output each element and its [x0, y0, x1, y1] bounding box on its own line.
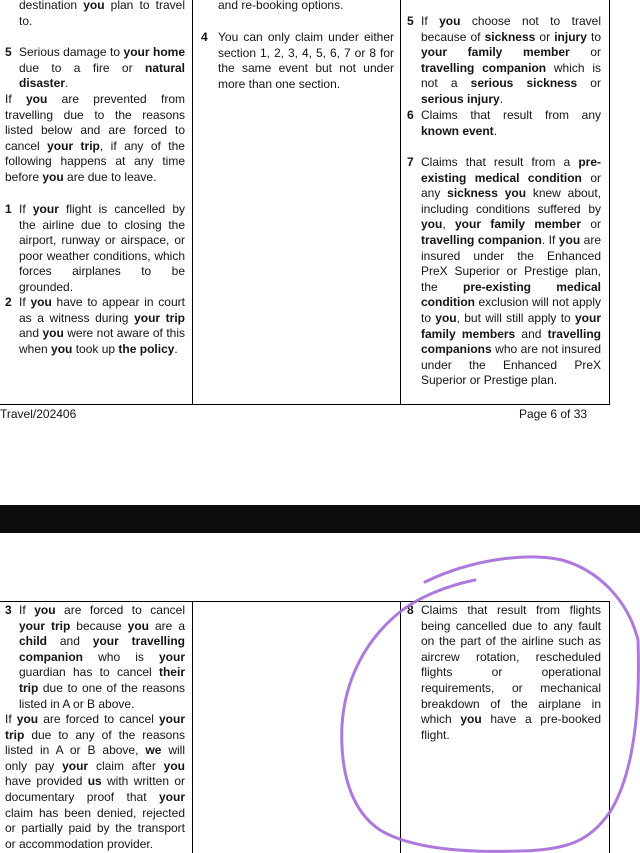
col1-intro-paragraph: If you are prevented from travelling due to the reasons listed below and are forced to cancel your trip, if any of the following happens at any time before you are due to leave. [5, 92, 185, 184]
item-number: 5 [407, 14, 414, 28]
column-divider [192, 0, 193, 405]
column-divider [400, 0, 401, 405]
footer-page-number: Page 6 of 33 [519, 407, 588, 421]
footer-doc-code: Travel/202406 [0, 407, 77, 421]
item-number: 4 [201, 30, 208, 44]
item-number: 5 [5, 45, 12, 59]
item-number: 3 [5, 603, 12, 617]
col3-item-8: Claims that result from flights being cancelled due to any fault on the part of the airline such as aircrew rotation, rescheduled flights or operational requirements, or mechanical breakdown of the airplane in which you have a pre-booked flight. [421, 603, 602, 742]
col1-proof-paragraph: If you are forced to cancel your trip due to any of the reasons listed in A or B above, we will only pay your claim after you have provided us with written or documentary proof that your claim has been denied, rejected or partially paid by the transport or accommodation provider. [5, 712, 186, 851]
col3-item-6: Claims that result from any known event. [421, 108, 601, 138]
item-number: 7 [407, 155, 414, 169]
item-number: 2 [5, 295, 12, 309]
col2-item-4: You can only claim under either section 1, 2, 3, 4, 5, 6, 7 or 8 for the same event but not under more than one section. [218, 30, 394, 91]
table-right-border [609, 0, 610, 405]
page-separator-bar [0, 505, 640, 533]
col3-item-7: Claims that result from a pre-existing medical condition or any sickness you knew about, including conditions suffered by you, your family member or travelling companion. If you are insured under the Enhanced PreX Superior or Prestige plan, the pre-existing medical condition exclusion will not apply to you, but will still apply to your family members and travelling companions who are not insured under the Enhanced PreX Superior or Prestige plan. [421, 155, 602, 388]
col1-top-fragment: destination you plan to travel to. [19, 0, 185, 28]
table-bottom-rule [0, 404, 610, 405]
col1-item-5: Serious damage to your home due to a fire or natural disaster. [19, 45, 186, 91]
column-divider [192, 601, 193, 853]
col1-item-1: If your flight is cancelled by the airline due to closing the airport, runway or airspace, or poor weather conditions, which forces airplanes to be grounded. [19, 202, 185, 294]
item-number: 6 [407, 108, 414, 122]
col1-item-2: If you have to appear in court as a witness during your trip and you were not aware of this when you took up the policy. [19, 295, 185, 356]
col3-item-5: If you choose not to travel because of sickness or injury to your family member or travelling companion which is not a serious sickness or serious injury. [421, 14, 602, 106]
item-number: 8 [407, 603, 414, 617]
col1-item-3: If you are forced to cancel your trip because you are a child and your travelling companion who is your guardian has to cancel their trip due to one of the reasons listed in A or B above. [19, 603, 186, 711]
highlight-circle-annotation [340, 540, 640, 853]
col2-top-fragment: and re-booking options. [218, 0, 344, 12]
item-number: 1 [5, 202, 12, 216]
